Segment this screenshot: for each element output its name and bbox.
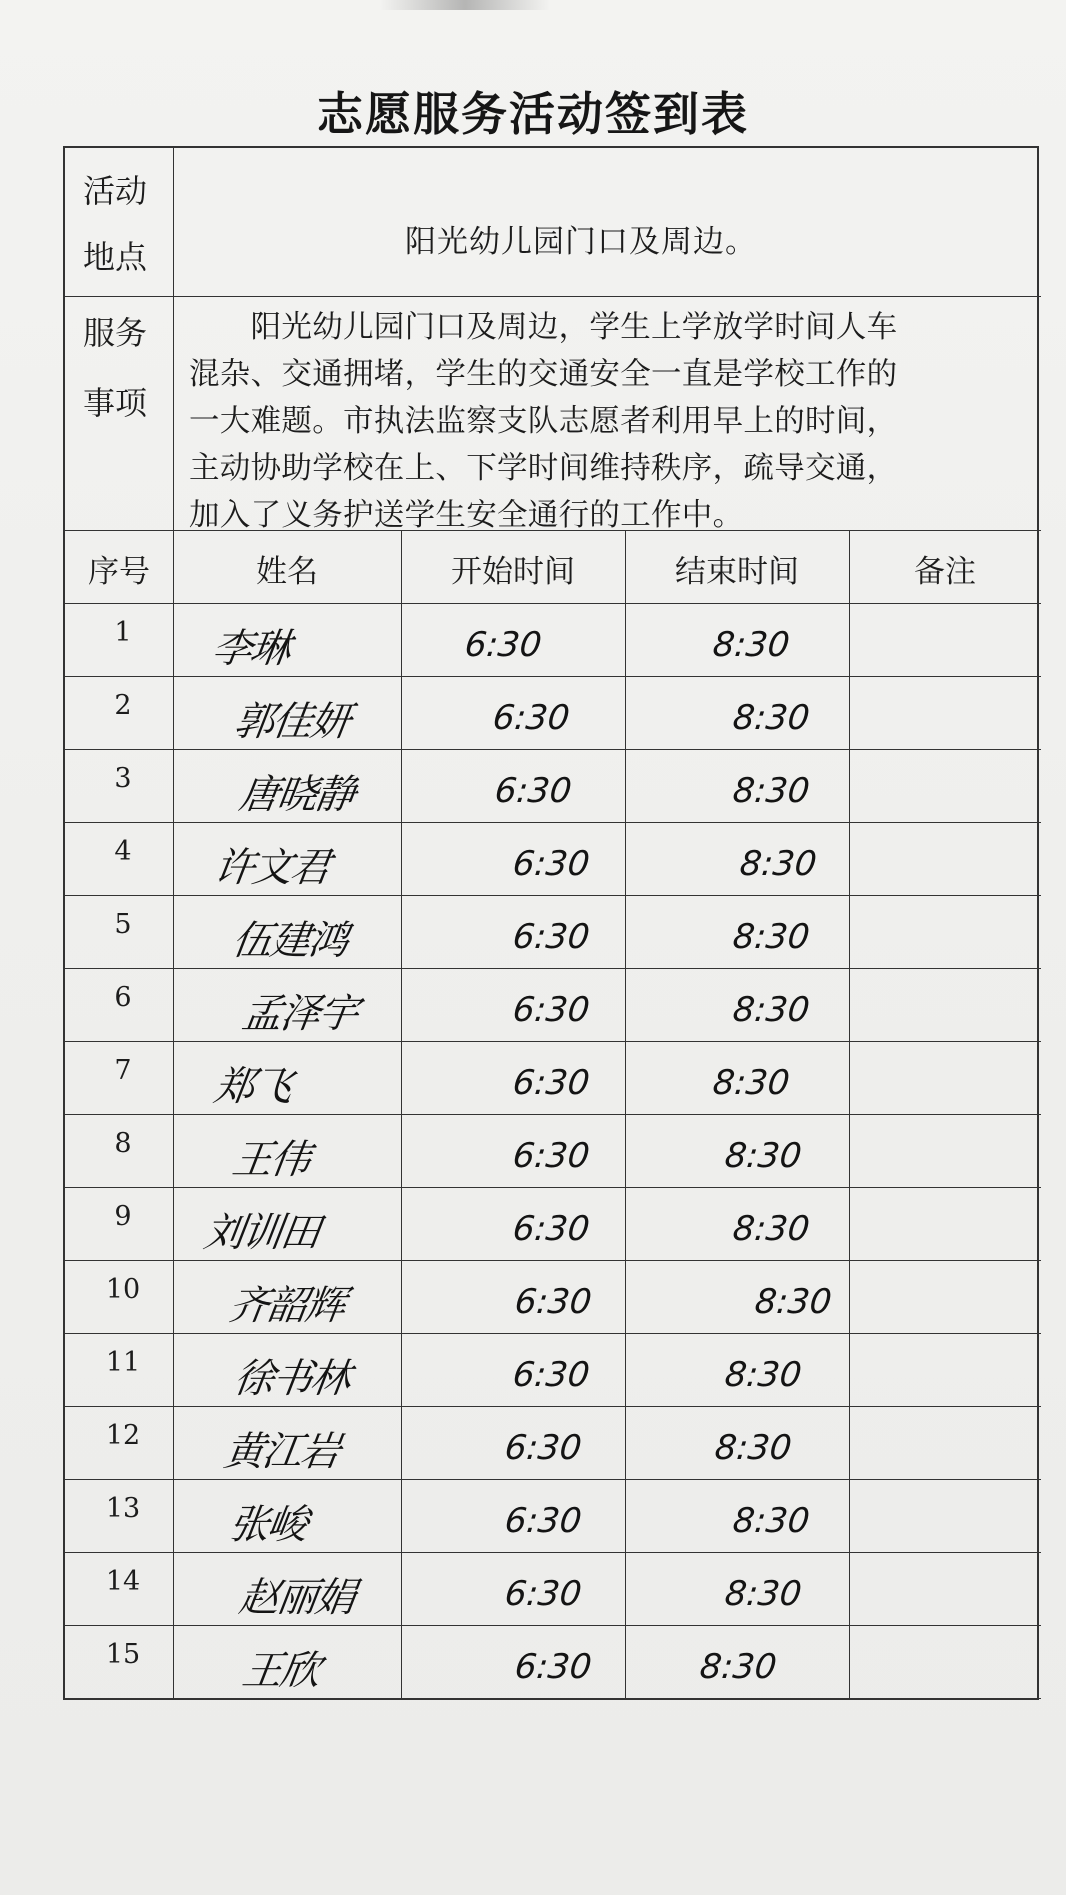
table-row [65, 1406, 1041, 1479]
signature-name: 李琳 [209, 626, 292, 672]
row-index: 1 [114, 617, 132, 648]
end-time: 8:30 [722, 1574, 804, 1614]
document-title: 志愿服务活动签到表 [317, 87, 749, 141]
start-time: 6:30 [510, 917, 592, 957]
row-divider [65, 968, 1041, 969]
end-time: 8:30 [697, 1647, 779, 1687]
row-index: 11 [105, 1347, 141, 1378]
row-divider [65, 1114, 1041, 1115]
end-time: 8:30 [737, 844, 819, 884]
start-time: 6:30 [512, 1647, 594, 1687]
row-divider [65, 603, 1041, 604]
table-row [65, 1333, 1041, 1406]
service-line: 加入了义务护送学生安全通行的工作中。 [189, 498, 744, 533]
table-row [65, 676, 1041, 749]
service-description [189, 304, 1031, 539]
header-start-time: 开始时间 [451, 554, 575, 590]
header-end-time: 结束时间 [675, 554, 799, 590]
signature-name: 郭佳妍 [231, 699, 352, 745]
end-time: 8:30 [710, 1063, 792, 1103]
row-divider [65, 895, 1041, 896]
row-divider [65, 676, 1041, 677]
divider-location [65, 296, 1041, 297]
start-time: 6:30 [502, 1428, 584, 1468]
row-index: 2 [114, 690, 132, 721]
row-divider [65, 1333, 1041, 1334]
row-index: 15 [105, 1639, 141, 1670]
table-row [65, 1041, 1041, 1114]
signature-name: 许文君 [211, 845, 332, 891]
service-line: 主动协助学校在上、下学时间维持秩序，疏导交通， [189, 451, 898, 486]
start-time: 6:30 [512, 1282, 594, 1322]
signature-name: 唐晓静 [236, 772, 357, 818]
signature-name: 黄江岩 [221, 1429, 342, 1475]
row-index: 10 [105, 1274, 141, 1305]
start-time: 6:30 [510, 1209, 592, 1249]
start-time: 6:30 [510, 1355, 592, 1395]
table-row [65, 749, 1041, 822]
header-index: 序号 [88, 554, 150, 590]
header-notes: 备注 [914, 554, 976, 590]
service-label-line2: 事项 [83, 384, 148, 422]
start-time: 6:30 [510, 990, 592, 1030]
row-divider [65, 1187, 1041, 1188]
row-divider [65, 1552, 1041, 1553]
signature-name: 齐韶辉 [226, 1283, 347, 1329]
end-time: 8:30 [722, 1136, 804, 1176]
service-label-line1: 服务 [83, 314, 148, 352]
row-index: 13 [105, 1493, 141, 1524]
row-index: 5 [114, 909, 132, 940]
top-edge-shadow [380, 0, 550, 10]
row-divider [65, 1479, 1041, 1480]
end-time: 8:30 [730, 1501, 812, 1541]
table-row [65, 603, 1041, 676]
table-row [65, 822, 1041, 895]
row-divider [65, 1406, 1041, 1407]
end-time: 8:30 [730, 990, 812, 1030]
signature-name: 赵丽娟 [236, 1575, 357, 1621]
signin-table [63, 146, 1039, 1700]
row-index: 14 [105, 1566, 141, 1597]
start-time: 6:30 [510, 1136, 592, 1176]
row-divider [65, 1041, 1041, 1042]
signature-name: 王伟 [229, 1137, 312, 1183]
row-index: 9 [114, 1201, 132, 1232]
table-row [65, 1114, 1041, 1187]
end-time: 8:30 [710, 625, 792, 665]
table-row [65, 1260, 1041, 1333]
start-time: 6:30 [502, 1501, 584, 1541]
row-divider [65, 749, 1041, 750]
start-time: 6:30 [490, 698, 572, 738]
row-index: 12 [105, 1420, 141, 1451]
end-time: 8:30 [752, 1282, 834, 1322]
table-row [65, 968, 1041, 1041]
start-time: 6:30 [510, 844, 592, 884]
signature-name: 刘训田 [201, 1210, 322, 1256]
signature-name: 徐书林 [231, 1356, 352, 1402]
signature-name: 伍建鸿 [229, 918, 350, 964]
service-line: 阳光幼儿园门口及周边，学生上学放学时间人车 [189, 310, 898, 345]
row-divider [65, 1260, 1041, 1261]
start-time: 6:30 [462, 625, 544, 665]
row-divider [65, 1625, 1041, 1626]
end-time: 8:30 [730, 917, 812, 957]
row-index: 3 [114, 763, 132, 794]
table-row [65, 1187, 1041, 1260]
signature-name: 王欣 [239, 1648, 322, 1694]
end-time: 8:30 [712, 1428, 794, 1468]
service-line: 混杂、交通拥堵，学生的交通安全一直是学校工作的 [189, 357, 898, 392]
end-time: 8:30 [730, 771, 812, 811]
signature-name: 郑飞 [211, 1064, 294, 1110]
label-column-divider [173, 148, 174, 530]
table-row [65, 1552, 1041, 1625]
location-label-line2: 地点 [83, 238, 148, 276]
row-index: 8 [114, 1128, 132, 1159]
signature-name: 张峻 [226, 1502, 309, 1548]
location-value: 阳光幼儿园门口及周边。 [405, 224, 757, 260]
row-divider [65, 822, 1041, 823]
row-index: 4 [114, 836, 132, 867]
table-row [65, 895, 1041, 968]
start-time: 6:30 [492, 771, 574, 811]
row-divider [65, 1698, 1041, 1699]
location-label-line1: 活动 [83, 172, 148, 210]
start-time: 6:30 [510, 1063, 592, 1103]
table-row [65, 1625, 1041, 1698]
row-index: 6 [114, 982, 132, 1013]
header-name: 姓名 [256, 554, 318, 590]
table-row [65, 1479, 1041, 1552]
start-time: 6:30 [502, 1574, 584, 1614]
end-time: 8:30 [730, 698, 812, 738]
end-time: 8:30 [722, 1355, 804, 1395]
row-index: 7 [114, 1055, 132, 1086]
service-line: 一大难题。市执法监察支队志愿者利用早上的时间， [189, 404, 898, 439]
end-time: 8:30 [730, 1209, 812, 1249]
signature-name: 孟泽宇 [239, 991, 360, 1037]
